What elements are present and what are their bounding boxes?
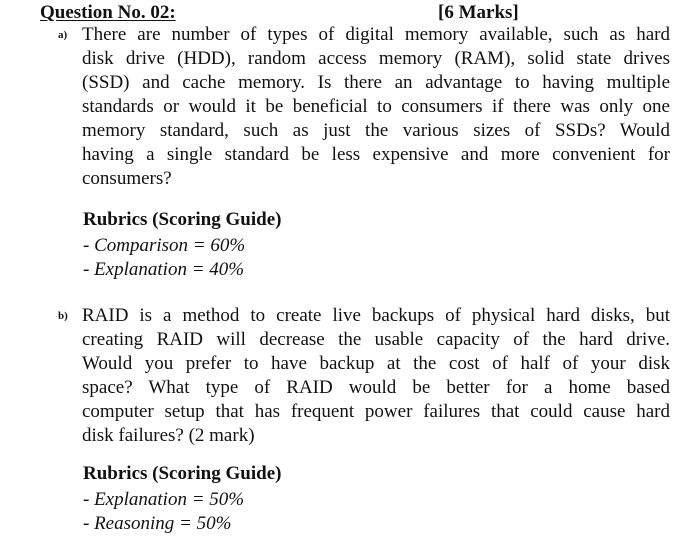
part-b-rubrics — [83, 462, 281, 536]
part-b-line: disk failures? (2 mark) — [82, 425, 255, 446]
rubric-item-text: Explanation = 50% — [94, 489, 245, 510]
part-a-line: standards or would it be beneficial to consumers if there was only one — [82, 96, 670, 117]
rubric-item-text: Reasoning = 50% — [94, 513, 232, 534]
rubric-item: - Explanation = 50% — [83, 489, 245, 510]
part-a-rubrics — [83, 208, 281, 282]
part-a-rubrics-title: Rubrics (Scoring Guide) — [83, 209, 282, 230]
part-b-text — [82, 304, 670, 448]
part-b-line: computer setup that has frequent power failures that could cause hard — [82, 401, 670, 422]
rubric-item: - Comparison = 60% — [83, 235, 246, 256]
part-b-line: space? What type of RAID would be better for a home based — [82, 377, 670, 398]
question-marks: [6 Marks] — [438, 2, 519, 23]
part-b-line: RAID is a method to create live backups of physical hard disks, but — [82, 305, 670, 326]
part-a-line: (SSD) and cache memory. Is there an advantage to having multiple — [82, 72, 670, 93]
part-b-rubrics-title: Rubrics (Scoring Guide) — [83, 463, 282, 484]
rubric-item-text: Comparison = 60% — [94, 235, 246, 256]
part-a — [58, 23, 670, 191]
part-a-line: consumers? — [82, 168, 172, 189]
part-a-line: disk drive (HDD), random access memory (RAM), solid state drives — [82, 48, 670, 69]
part-b-line: Would you prefer to have backup at the cost of half of your disk — [82, 353, 670, 374]
part-b-label: b) — [58, 310, 68, 322]
part-b — [58, 304, 670, 448]
part-a-line: memory standard, such as just the various sizes of SSDs? Would — [82, 120, 670, 141]
rubric-item: - Explanation = 40% — [83, 259, 245, 280]
question-title: Question No. 02: — [40, 2, 176, 23]
rubric-item: - Reasoning = 50% — [83, 513, 232, 534]
part-a-label: a) — [58, 29, 68, 41]
part-a-line: There are number of types of digital memory available, such as hard — [82, 24, 670, 45]
part-b-line: creating RAID will decrease the usable capacity of the hard drive. — [82, 329, 670, 350]
part-a-line: having a single standard be less expensive and more convenient for — [82, 144, 670, 165]
rubric-item-text: Explanation = 40% — [94, 259, 245, 280]
part-a-text — [82, 23, 670, 191]
